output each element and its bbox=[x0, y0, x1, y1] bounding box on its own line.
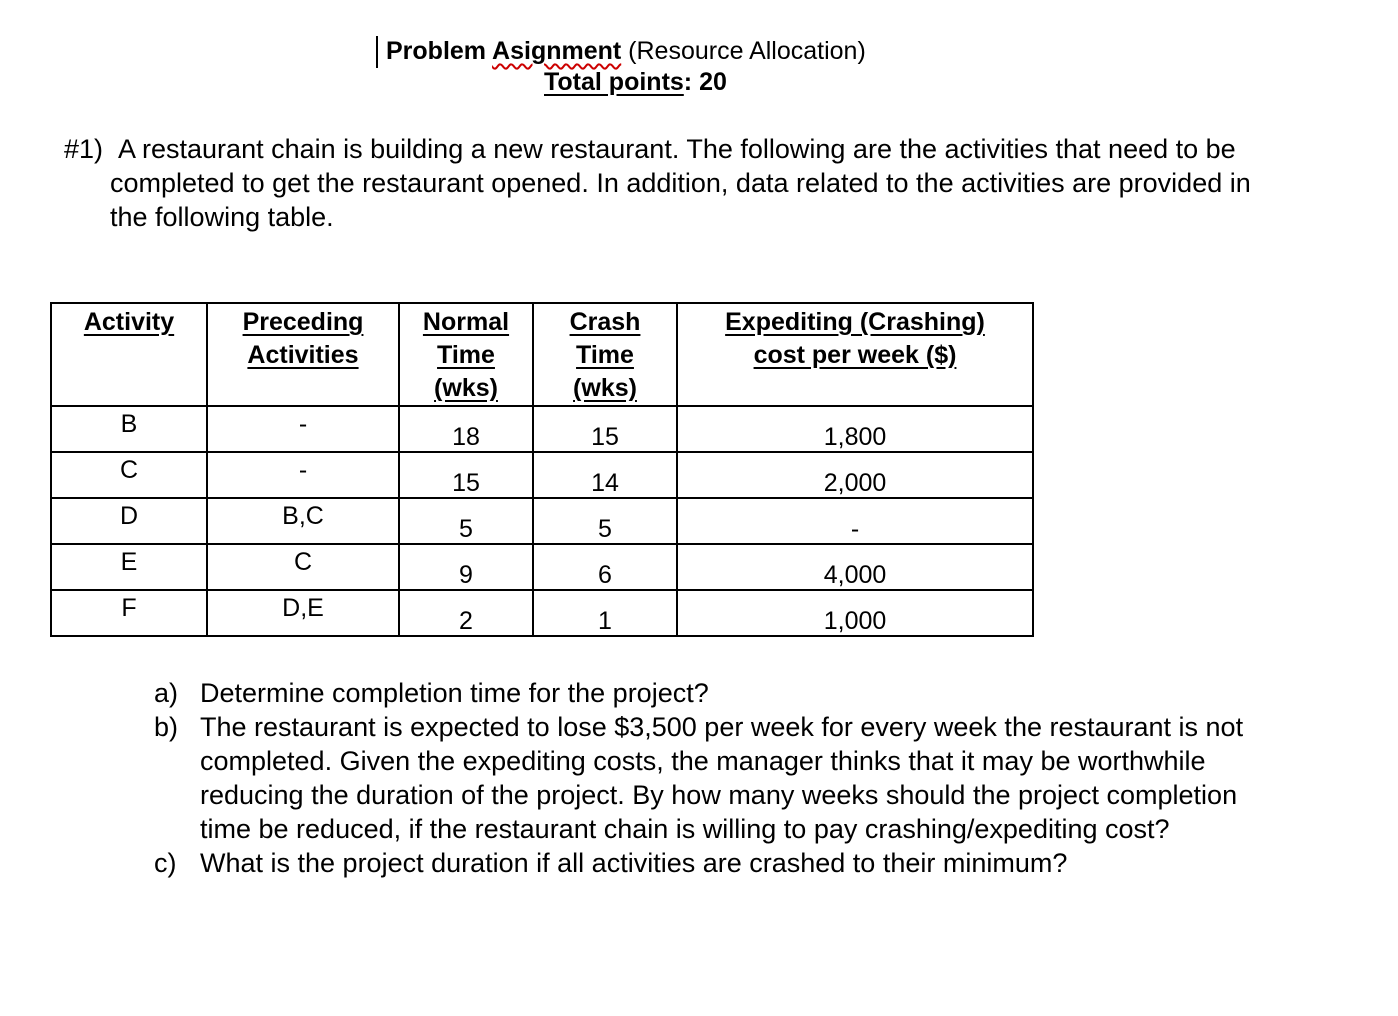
cell-normal: 18 bbox=[452, 423, 480, 451]
total-points-value: : 20 bbox=[683, 68, 727, 96]
title-misspelled-word: Asignment bbox=[492, 37, 622, 65]
document-title bbox=[376, 36, 866, 68]
cell-crash: 14 bbox=[591, 469, 619, 497]
title-bold-text: Problem bbox=[386, 37, 493, 65]
cell-crash: 1 bbox=[598, 607, 612, 635]
cell-preceding: D,E bbox=[282, 594, 324, 622]
cell-cost: - bbox=[850, 515, 860, 543]
problem-statement bbox=[64, 132, 1264, 234]
question-c bbox=[154, 846, 1254, 880]
question-text: Determine completion time for the project? bbox=[200, 678, 709, 708]
cell-normal: 15 bbox=[452, 469, 480, 497]
cell-cost: 1,000 bbox=[823, 607, 887, 635]
header-crash-time: Crash Time (wks) bbox=[533, 303, 677, 406]
activity-table bbox=[50, 302, 1034, 637]
question-a bbox=[154, 676, 1254, 710]
problem-text bbox=[110, 132, 1264, 234]
problem-text-body: A restaurant chain is building a new restaurant. The following are the activities that need to be completed to get the restaurant opened. In addition, data related to the activities are provided in the following table. bbox=[110, 134, 1251, 232]
cell-crash: 15 bbox=[591, 423, 619, 451]
total-points bbox=[544, 67, 727, 97]
cell-cost: 4,000 bbox=[823, 561, 887, 589]
cell-activity: D bbox=[119, 502, 139, 530]
cell-activity: F bbox=[121, 594, 137, 622]
table-row bbox=[51, 590, 1033, 636]
cell-normal: 5 bbox=[459, 515, 473, 543]
cell-activity: C bbox=[119, 456, 139, 484]
header-normal-time: Normal Time (wks) bbox=[399, 303, 533, 406]
cell-normal: 9 bbox=[459, 561, 473, 589]
question-b bbox=[154, 710, 1254, 846]
cell-normal: 2 bbox=[459, 607, 473, 635]
header-activity: Activity bbox=[51, 303, 207, 406]
question-label: c) bbox=[154, 848, 177, 878]
cell-activity: B bbox=[120, 410, 138, 438]
title-subtitle: (Resource Allocation) bbox=[621, 37, 866, 65]
cell-preceding: B,C bbox=[282, 502, 324, 530]
cell-crash: 5 bbox=[598, 515, 612, 543]
question-text: The restaurant is expected to lose $3,500 per week for every week the restaurant is not completed. Given the expediting costs, the manager thinks that it may be worthwhile reducing the duration of the project. By how many weeks should the project completion time be reduced, if the restaurant chain is willing to pay crashing/expediting cost? bbox=[200, 712, 1244, 844]
cell-preceding: C bbox=[293, 548, 313, 576]
table-row bbox=[51, 452, 1033, 498]
question-list bbox=[154, 676, 1254, 880]
header-preceding: Preceding Activities bbox=[207, 303, 399, 406]
cell-crash: 6 bbox=[598, 561, 612, 589]
cell-preceding: - bbox=[298, 410, 308, 438]
table-header-row bbox=[51, 303, 1033, 406]
cell-cost: 2,000 bbox=[823, 469, 887, 497]
header-expediting-cost: Expediting (Crashing) cost per week ($) bbox=[677, 303, 1033, 406]
cell-preceding: - bbox=[298, 456, 308, 484]
cell-cost: 1,800 bbox=[823, 423, 887, 451]
question-label: b) bbox=[154, 712, 179, 742]
question-label: a) bbox=[154, 678, 179, 708]
cell-activity: E bbox=[120, 548, 138, 576]
question-text: What is the project duration if all activities are crashed to their minimum? bbox=[200, 848, 1068, 878]
table-row bbox=[51, 406, 1033, 452]
total-points-label: Total points bbox=[544, 68, 684, 96]
table-row bbox=[51, 544, 1033, 590]
table-row bbox=[51, 498, 1033, 544]
problem-number: #1) bbox=[64, 134, 104, 164]
